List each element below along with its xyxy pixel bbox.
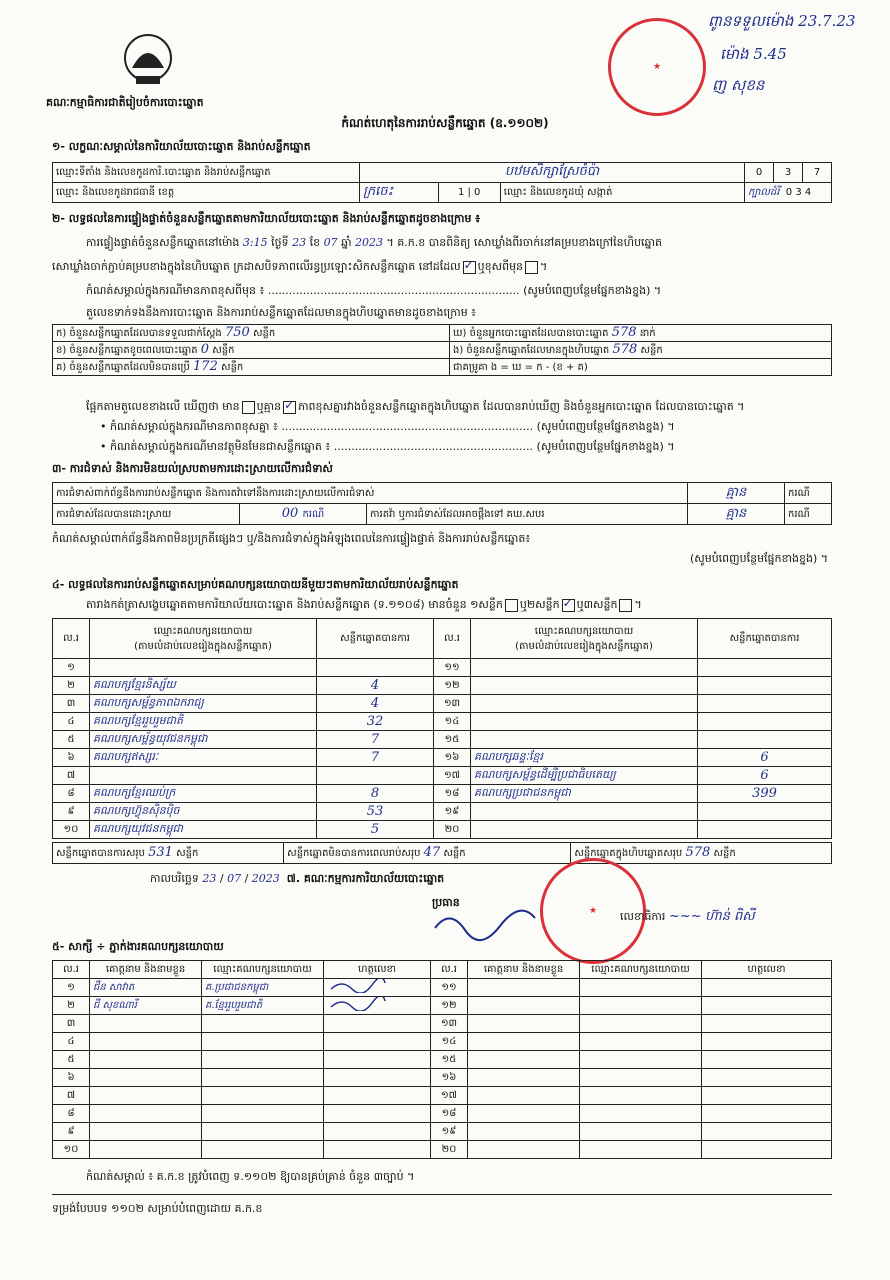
witness-name xyxy=(90,1015,202,1033)
party-name xyxy=(471,713,698,731)
witness-name xyxy=(90,1141,202,1159)
table-row xyxy=(53,1123,832,1141)
witness-party: គ.ប្រជាជនកម្ពុជា xyxy=(202,979,324,997)
party-name xyxy=(471,695,698,713)
party-votes: 32 xyxy=(317,713,434,731)
party-name: គណបក្សប្រជាជនកម្ពុជា xyxy=(471,785,698,803)
table-row xyxy=(53,659,832,677)
row-no: ៩ xyxy=(53,803,90,821)
witness-signature xyxy=(324,1015,431,1033)
witness-name xyxy=(90,1069,202,1087)
witness-name xyxy=(468,1105,580,1123)
row-no: ១៩ xyxy=(434,803,471,821)
col-party: ឈ្មោះគណបក្សនយោបាយ xyxy=(202,961,324,979)
table-row xyxy=(53,997,832,1015)
site-code-digit: 7 xyxy=(803,163,832,183)
difference-yes-checkbox[interactable] xyxy=(242,401,255,414)
resolved-value: 00 ករណី xyxy=(240,504,367,525)
party-votes xyxy=(317,659,434,677)
row-no: ២ xyxy=(53,677,90,695)
witness-party xyxy=(202,1141,324,1159)
witness-name xyxy=(468,1033,580,1051)
province-value: ក្រចេះ xyxy=(360,183,439,203)
row-no: ១៦ xyxy=(431,1069,468,1087)
witness-party xyxy=(580,1123,702,1141)
party-votes: 5 xyxy=(317,821,434,839)
party-name xyxy=(90,767,317,785)
witness-party xyxy=(202,1123,324,1141)
witness-party xyxy=(202,1087,324,1105)
difference-line: ផ្អែកតាមតួលេខខាងលើ ឃើញថា មាន ឬគ្មាន✓ ភាពខុសគ្នារវាងចំនួនសន្លឹកឆ្នោតក្នុងហិបឆ្នោត ដែលបានរាប់ឃើញ និងចំនួនអ្នកបោះឆ្នោត ដែលបានបោះឆ្នោត ។ xyxy=(86,400,744,414)
witness-signature xyxy=(702,1015,832,1033)
witness-party: គ.ខ្មែររួបរួមជាតិ xyxy=(202,997,324,1015)
section1-title: ១- លក្ខណៈសម្គាល់នៃការិយាល័យបោះឆ្នោត និងរាប់សន្លឹកឆ្នោត xyxy=(52,140,311,153)
resolved-label: ការជំទាស់ដែលបានដោះស្រាយ xyxy=(53,504,240,525)
witness-signature xyxy=(324,1141,431,1159)
witness-signature xyxy=(702,979,832,997)
section2-title: ២- លទ្ធផលនៃការផ្ទៀងផ្ទាត់ចំនួនសន្លឹកឆ្នោតតាមការិយាល័យបោះឆ្នោត និងរាប់សន្លឹកឆ្នោតដូចខាងក្រោម ៖ xyxy=(52,212,481,225)
row-no: ៧ xyxy=(53,1087,90,1105)
witness-name xyxy=(468,1015,580,1033)
witness-signature xyxy=(702,997,832,1015)
witness-signature xyxy=(702,1051,832,1069)
row-no: ១៧ xyxy=(431,1087,468,1105)
party-votes: 4 xyxy=(317,695,434,713)
table-row xyxy=(53,767,832,785)
party-votes: 6 xyxy=(698,749,832,767)
handwritten-received-time: ពូានទទួលម៉ោង 23.7.23 xyxy=(708,12,856,30)
org-name: គណៈកម្មាធិការជាតិរៀបចំការបោះឆ្នោត xyxy=(46,96,204,109)
row-no: ១៤ xyxy=(434,713,471,731)
witness-name xyxy=(468,1141,580,1159)
witness-party xyxy=(580,1069,702,1087)
witness-name: ជី សុខណារី xyxy=(90,997,202,1015)
col-party: ឈ្មោះគណបក្សនយោបាយ (តាមលំដាប់លេខរៀងក្នុងសន្លឹកឆ្នោត) xyxy=(90,619,317,659)
nec-emblem-icon xyxy=(118,32,178,88)
witness-signature xyxy=(702,1105,832,1123)
foreign-object-note: • កំណត់សម្គាល់ក្នុងករណីមានវត្ថុមិនមែនជាសន្លឹកឆ្នោត ៖ ......................................................... (សូមបំពេញបន្ថែមផ្នែកខាងខ្នង) ។ xyxy=(100,440,675,453)
unchanged-checkbox[interactable] xyxy=(463,261,476,274)
party-name xyxy=(90,659,317,677)
row-no: ១៣ xyxy=(431,1015,468,1033)
witness-name xyxy=(468,1123,580,1141)
witness-name xyxy=(90,1087,202,1105)
results-table xyxy=(52,618,832,839)
row-no: ១១ xyxy=(431,979,468,997)
col-name: គោត្តនាម និងនាមខ្លួន xyxy=(90,961,202,979)
col-no: ល.រ xyxy=(53,619,90,659)
row-no: ១០ xyxy=(53,1141,90,1159)
witness-name xyxy=(468,1051,580,1069)
appeals-unit: ករណី xyxy=(785,504,832,525)
row-no: ១៨ xyxy=(434,785,471,803)
party-votes: 8 xyxy=(317,785,434,803)
party-votes xyxy=(698,803,832,821)
valid-total: សន្លឹកឆ្នោតបានការសរុប 531 សន្លឹក xyxy=(53,843,284,864)
witness-name xyxy=(468,997,580,1015)
row-no: ៦ xyxy=(53,749,90,767)
party-name xyxy=(471,731,698,749)
witness-party xyxy=(580,1051,702,1069)
table-row xyxy=(53,749,832,767)
party-name: គណបក្សយុវជនកម្ពុជា xyxy=(90,821,317,839)
col-votes: សន្លឹកឆ្នោតបានការ xyxy=(698,619,832,659)
form-title: កំណត់ហេតុនៃការរាប់សន្លឹកឆ្នោត (ឧ.១១០២) xyxy=(341,116,549,130)
witness-signature xyxy=(702,1033,832,1051)
table-row xyxy=(53,695,832,713)
province-label: ឈ្មោះ និងលេខកូដរាជធានី ខេត្ត xyxy=(53,183,360,203)
witness-party xyxy=(580,1105,702,1123)
date-line: កាលបរិច្ឆេទ 23 / 07 / 2023 ៧. គណៈកម្មការការិយាល័យបោះឆ្នោត xyxy=(150,872,445,885)
table-row xyxy=(53,1051,832,1069)
witness-signature xyxy=(324,1105,431,1123)
party-votes xyxy=(698,659,832,677)
witness-party xyxy=(202,1069,324,1087)
commune-label: ឈ្មោះ និងលេខកូដឃុំ សង្កាត់ xyxy=(500,183,744,203)
complaints-label: ការជំទាស់ពាក់ព័ន្ធនឹងការរាប់សន្លឹកឆ្នោត និងការតវ៉ាទៅនឹងការដោះស្រាយលើការជំទាស់ xyxy=(53,483,688,504)
received-ballots: ក) ចំនួនសន្លឹកឆ្នោតដែលបានទទួលជាក់ស្តែង 750 សន្លឹក xyxy=(53,325,450,342)
witness-name xyxy=(468,1087,580,1105)
row-no: ១២ xyxy=(431,997,468,1015)
party-votes xyxy=(698,677,832,695)
witness-signature xyxy=(324,1087,431,1105)
witness-name xyxy=(90,1105,202,1123)
row-no: ២០ xyxy=(431,1141,468,1159)
party-votes xyxy=(698,695,832,713)
ballot-figures-table xyxy=(52,324,832,376)
witness-name xyxy=(468,979,580,997)
chair-signature-icon xyxy=(430,908,540,948)
witness-party xyxy=(580,997,702,1015)
site-code-digit: 3 xyxy=(774,163,803,183)
row-no: ៣ xyxy=(53,695,90,713)
row-no: ៥ xyxy=(53,731,90,749)
col-no: ល.រ xyxy=(434,619,471,659)
table-row xyxy=(53,731,832,749)
party-votes xyxy=(698,821,832,839)
witness-signature xyxy=(702,1087,832,1105)
summary-sheet-line: តារាងកត់ត្រាសង្ខេបឆ្នោតតាមការិយាល័យបោះឆ្នោត និងរាប់សន្លឹកឆ្នោត (ទ.១១០៨) មានចំនួន ១សន្លឹក ឬ២សន្លឹក✓ ឬ៣សន្លឹក ។ xyxy=(86,598,642,612)
province-code: 1 | 0 xyxy=(438,183,500,203)
commune-cell: ក្បាលដំរី 0 3 4 xyxy=(745,183,832,203)
row-no: ៣ xyxy=(53,1015,90,1033)
site-value: បឋមសិក្សាស្រែចំប៉ា xyxy=(360,163,745,183)
irregularity-note-hint: (សូមបំពេញបន្ថែមផ្នែកខាងខ្នង) ។ xyxy=(689,552,828,565)
witness-signature xyxy=(324,1069,431,1087)
party-votes xyxy=(698,731,832,749)
witness-signature xyxy=(324,979,431,997)
table-row xyxy=(53,803,832,821)
section1-table xyxy=(52,162,832,203)
section4-title: ៤- លទ្ធផលនៃការរាប់សន្លឹកឆ្នោតសម្រាប់គណបក្សនយោបាយនីមួយៗតាមការិយាល័យរាប់សន្លឹកឆ្នោត xyxy=(52,578,459,591)
party-votes: 6 xyxy=(698,767,832,785)
row-no: ១៣ xyxy=(434,695,471,713)
witness-signature xyxy=(702,1069,832,1087)
row-no: ១៥ xyxy=(434,731,471,749)
witness-party xyxy=(202,1015,324,1033)
footer-note: កំណត់សម្គាល់ ៖ គ.ក.ខ ត្រូវបំពេញ ទ.១១០២ ឱ្យបានគ្រប់គ្រាន់ ចំនួន ៣ច្បាប់ ។ xyxy=(86,1170,415,1183)
unused-ballots: គ) ចំនួនសន្លឹកឆ្នោតដែលមិនបានប្រើ 172 សន្លឹក xyxy=(53,359,450,376)
table-row xyxy=(53,1015,832,1033)
ballots-in-box: ង) ចំនួនសន្លឹកឆ្នោតដែលមានក្នុងហិបឆ្នោត 578 សន្លឹក xyxy=(450,342,832,359)
row-no: ១២ xyxy=(434,677,471,695)
invalid-total: សន្លឹកឆ្នោតមិនបានការពេលរាប់សរុប 47 សន្លឹក xyxy=(284,843,571,864)
secretary-line: លេខាធិការ ~~~ ហ៊ាន់ ពិសី xyxy=(620,909,755,924)
row-no: ៩ xyxy=(53,1123,90,1141)
complaints-table xyxy=(52,482,832,525)
col-name: គោត្តនាម និងនាមខ្លួន xyxy=(468,961,580,979)
party-votes: 53 xyxy=(317,803,434,821)
witness-party xyxy=(202,1051,324,1069)
table-row xyxy=(53,713,832,731)
witness-name xyxy=(90,1123,202,1141)
witness-party xyxy=(580,1015,702,1033)
party-name: គណបក្សឥស្សរៈ xyxy=(90,749,317,767)
table-row xyxy=(53,1069,832,1087)
party-votes: 4 xyxy=(317,677,434,695)
irregularity-note: កំណត់សម្គាល់ពាក់ព័ន្ធនឹងភាពមិនប្រក្រតីផ្សេងៗ ឬ/និងការជំទាស់ក្នុងអំឡុងពេលនៃការផ្ទៀងផ្ទាត់ និងការរាប់សន្លឹកឆ្នោត៖ xyxy=(52,532,531,545)
difference-note: • កំណត់សម្គាល់ក្នុងករណីមានភាពខុសគ្នា ៖ ........................................................................ (សូមបំពេញបន្ថែមផ្នែកខាងខ្នង) ។ xyxy=(100,420,675,433)
witness-name xyxy=(90,1033,202,1051)
section5-title: ៥- សាក្សី ÷ ភ្នាក់ងារគណបក្សនយោបាយ xyxy=(52,940,224,953)
row-no: ៧ xyxy=(53,767,90,785)
party-name xyxy=(471,803,698,821)
party-name xyxy=(471,677,698,695)
table-row xyxy=(53,1087,832,1105)
voters-count: ឃ) ចំនួនអ្នកបោះឆ្នោតដែលបានបោះឆ្នោត 578 នាក់ xyxy=(450,325,832,342)
figures-intro: តួលេខទាក់ទងនឹងការបោះឆ្នោត និងការរាប់សន្លឹកឆ្នោតដែលមានក្នុងហិបឆ្នោតមានដូចខាងក្រោម ៖ xyxy=(86,306,477,319)
col-signature: ហត្ថលេខា xyxy=(702,961,832,979)
party-name: គណបក្សហ៊្វុនស៊ិនប៉ិច xyxy=(90,803,317,821)
row-no: ៦ xyxy=(53,1069,90,1087)
official-stamp-committee: ★ xyxy=(540,858,646,964)
row-no: ៨ xyxy=(53,785,90,803)
party-votes: 399 xyxy=(698,785,832,803)
party-name: គណបក្សសម្ព័ន្ធដើម្បីប្រជាធិបតេយ្យ xyxy=(471,767,698,785)
row-no: ១០ xyxy=(53,821,90,839)
row-no: ១១ xyxy=(434,659,471,677)
table-row xyxy=(53,979,832,997)
row-no: ២ xyxy=(53,997,90,1015)
col-signature: ហត្ថលេខា xyxy=(324,961,431,979)
row-no: ១ xyxy=(53,979,90,997)
table-row xyxy=(53,821,832,839)
row-no: ១៧ xyxy=(434,767,471,785)
spoiled-ballots: ខ) ចំនួនសន្លឹកឆ្នោតខូចពេលបោះឆ្នោត 0 សន្លឹក xyxy=(53,342,450,359)
row-no: ១៤ xyxy=(431,1033,468,1051)
party-votes: 7 xyxy=(317,749,434,767)
party-name xyxy=(471,821,698,839)
row-no: ១៥ xyxy=(431,1051,468,1069)
witness-name xyxy=(468,1069,580,1087)
complaints-value: គ្មាន xyxy=(688,483,785,504)
table-row xyxy=(53,1141,832,1159)
handwritten-received-hour: ម៉ោង 5.45 xyxy=(720,45,787,63)
section3-title: ៣- ការជំទាស់ និងការមិនយល់ស្របតាមការដោះស្រាយលើការជំទាស់ xyxy=(52,462,333,475)
witness-party xyxy=(580,979,702,997)
row-no: ៥ xyxy=(53,1051,90,1069)
table-row xyxy=(53,677,832,695)
witness-table xyxy=(52,960,832,1159)
witness-party xyxy=(580,1087,702,1105)
seal-line: សោឃ្លាំងចាក់ភ្ជាប់គម្របខាងក្នុងនៃហិបឆ្នោត ក្រដាសបិទភាពលើរន្ធប្រឡោះសិកសន្លឹកឆ្នោត នៅដដែល✓ ឬខុសពីមុន ។ xyxy=(52,260,547,274)
witness-signature xyxy=(324,1123,431,1141)
party-votes xyxy=(698,713,832,731)
table-row xyxy=(53,1033,832,1051)
table-row xyxy=(53,785,832,803)
col-votes: សន្លឹកឆ្នោតបានការ xyxy=(317,619,434,659)
handwritten-receiver-name: ញ សុខន xyxy=(712,76,765,94)
formula: ជាគម្រូគា ង = ឃ = ក - (ខ + គ) xyxy=(450,359,832,376)
row-no: ១ xyxy=(53,659,90,677)
col-party: ឈ្មោះគណបក្សនយោបាយ (តាមលំដាប់លេខរៀងក្នុងសន្លឹកឆ្នោត) xyxy=(471,619,698,659)
row-no: ១៨ xyxy=(431,1105,468,1123)
table-row xyxy=(53,1105,832,1123)
witness-signature xyxy=(324,1051,431,1069)
row-no: ៨ xyxy=(53,1105,90,1123)
party-name: គណបក្សខ្មែរនិស្ស័យ xyxy=(90,677,317,695)
verification-line: ការផ្ទៀងផ្ទាត់ចំនួនសន្លឹកឆ្នោតនៅម៉ោង 3:15 ថ្ងៃទី 23 ខែ 07 ឆ្នាំ 2023 ។ គ.ក.ខ បានពិនិត្យ សោឃ្លាំងពីរចាក់នៅគម្របខាងក្រៅនៃហិបឆ្នោត xyxy=(86,236,663,249)
col-no: ល.រ xyxy=(53,961,90,979)
complaints-unit: ករណី xyxy=(785,483,832,504)
witness-party xyxy=(202,1105,324,1123)
party-name: គណបក្សខ្មែរឈប់ក្រ xyxy=(90,785,317,803)
row-no: ២០ xyxy=(434,821,471,839)
change-note: កំណត់សម្គាល់ក្នុងករណីមានភាពខុសពីមុន ៖ ........................................................................ (សូមបំពេញបន្ថែមផ្នែកខាងខ្នង) ។ xyxy=(86,284,662,297)
appeals-label: ការតវ៉ា ឬការជំទាស់ដែលអាចផ្តឹងទៅ គឃ.សបរ xyxy=(367,504,688,525)
witness-party xyxy=(580,1033,702,1051)
party-votes xyxy=(317,767,434,785)
site-code-digit: 0 xyxy=(745,163,774,183)
party-name: គណបក្សខ្មែររួបរួមជាតិ xyxy=(90,713,317,731)
party-name: គណបក្សឆន្ទៈខ្មែរ xyxy=(471,749,698,767)
changed-checkbox[interactable] xyxy=(525,261,538,274)
witness-name xyxy=(90,1051,202,1069)
col-party: ឈ្មោះគណបក្សនយោបាយ xyxy=(580,961,702,979)
row-no: ១៩ xyxy=(431,1123,468,1141)
witness-signature-icon xyxy=(327,979,387,993)
witness-party xyxy=(202,1033,324,1051)
witness-signature xyxy=(702,1123,832,1141)
witness-party xyxy=(580,1141,702,1159)
difference-no-checkbox[interactable] xyxy=(283,401,296,414)
row-no: ១៦ xyxy=(434,749,471,767)
row-no: ៤ xyxy=(53,1033,90,1051)
row-no: ៤ xyxy=(53,713,90,731)
witness-signature xyxy=(324,997,431,1015)
form-note: ទម្រង់បែបបទ ១១០២ សម្រាប់បំពេញដោយ គ.ក.ខ xyxy=(52,1202,263,1215)
witness-name: ជឹន សាវាត xyxy=(90,979,202,997)
witness-signature xyxy=(324,1033,431,1051)
party-name: គណបក្សសម្ព័ន្ធភាពឯករាជ្យ xyxy=(90,695,317,713)
site-label: ឈ្មោះទីតាំង និងលេខកូដការិ.បោះឆ្នោត និងរាប់សន្លឹកឆ្នោត xyxy=(53,163,360,183)
appeals-value: គ្មាន xyxy=(688,504,785,525)
chair-label: ប្រធាន xyxy=(432,896,460,909)
party-name: គណបក្សសម្ព័ន្ធយុវជនកម្ពុជា xyxy=(90,731,317,749)
party-name xyxy=(471,659,698,677)
party-votes: 7 xyxy=(317,731,434,749)
col-no: ល.រ xyxy=(431,961,468,979)
official-stamp-top: ★ xyxy=(608,18,706,116)
box-total: សន្លឹកឆ្នោតក្នុងហិបឆ្នោតសរុប 578 សន្លឹក xyxy=(571,843,832,864)
witness-signature-icon xyxy=(327,997,387,1011)
witness-signature xyxy=(702,1141,832,1159)
totals-table xyxy=(52,842,832,864)
